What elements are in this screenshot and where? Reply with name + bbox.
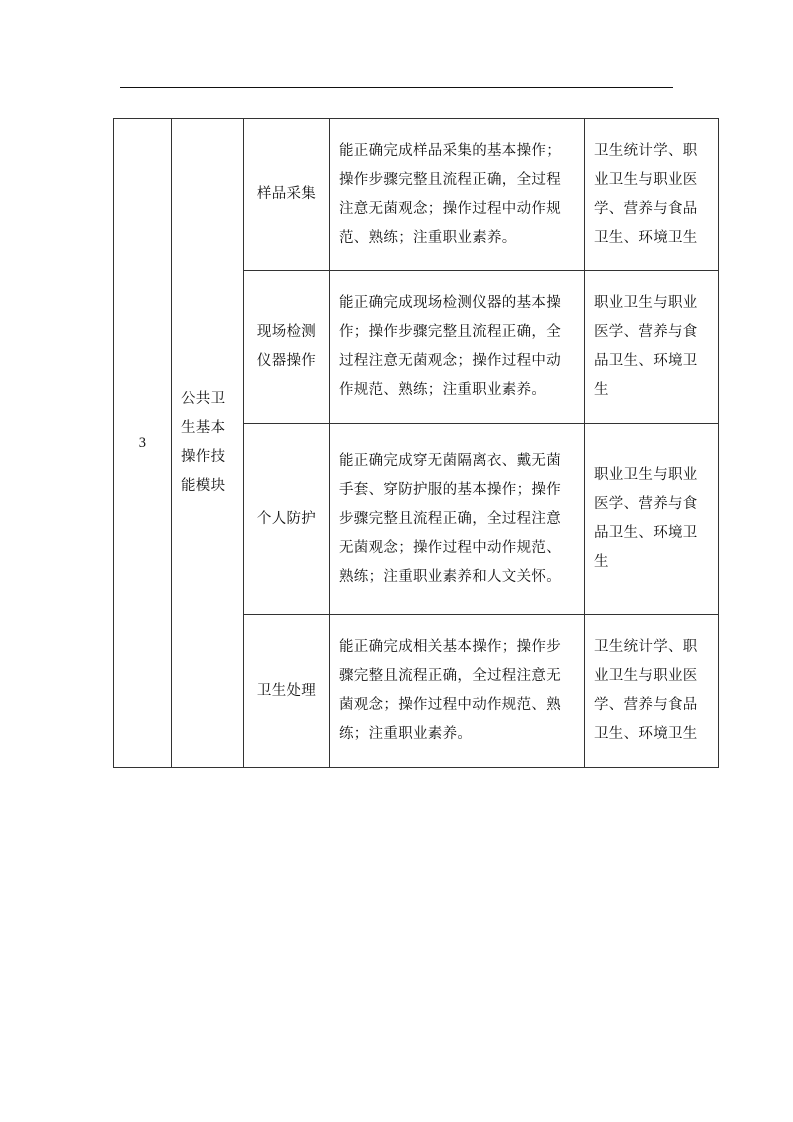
item-name: 现场检测 bbox=[256, 324, 317, 340]
module-name-line: 生基本 bbox=[181, 420, 226, 436]
item-name: 卫生处理 bbox=[256, 682, 317, 699]
requirement-cell: 能正确完成穿无菌隔离衣、戴无菌手套、穿防护服的基本操作；操作步骤完整且流程正确，全过程注意无菌观念；操作过程中动作规范、熟练；注重职业素养和人文关怀。 bbox=[330, 424, 585, 615]
module-name-line: 公共卫 bbox=[181, 391, 226, 407]
related-courses-cell: 卫生统计学、职业卫生与职业医学、营养与食品卫生、环境卫生 bbox=[585, 615, 719, 768]
item-name-cell bbox=[244, 615, 330, 768]
module-name-line: 能模块 bbox=[181, 478, 226, 494]
item-name-cell bbox=[244, 271, 330, 424]
related-courses-cell: 职业卫生与职业医学、营养与食品卫生、环境卫生 bbox=[585, 271, 719, 424]
module-name-line: 操作技 bbox=[181, 449, 226, 465]
module-name-cell bbox=[172, 119, 244, 768]
header-rule bbox=[120, 87, 673, 88]
module-seq-number: 3 bbox=[114, 119, 172, 768]
table-row bbox=[114, 119, 719, 271]
requirement-cell: 能正确完成相关基本操作；操作步骤完整且流程正确，全过程注意无菌观念；操作过程中动作规范、熟练；注重职业素养。 bbox=[330, 615, 585, 768]
item-name-cell bbox=[244, 119, 330, 271]
item-name: 个人防护 bbox=[256, 510, 317, 527]
item-name-cell bbox=[244, 424, 330, 615]
item-name: 仪器操作 bbox=[256, 353, 317, 369]
requirement-cell: 能正确完成样品采集的基本操作；操作步骤完整且流程正确，全过程注意无菌观念；操作过程中动作规范、熟练；注重职业素养。 bbox=[330, 119, 585, 271]
skill-module-table bbox=[113, 118, 719, 768]
related-courses-cell: 卫生统计学、职业卫生与职业医学、营养与食品卫生、环境卫生 bbox=[585, 119, 719, 271]
requirement-cell: 能正确完成现场检测仪器的基本操作；操作步骤完整且流程正确，全过程注意无菌观念；操作过程中动作规范、熟练；注重职业素养。 bbox=[330, 271, 585, 424]
item-name: 样品采集 bbox=[256, 186, 317, 202]
related-courses-cell: 职业卫生与职业医学、营养与食品卫生、环境卫生 bbox=[585, 424, 719, 615]
